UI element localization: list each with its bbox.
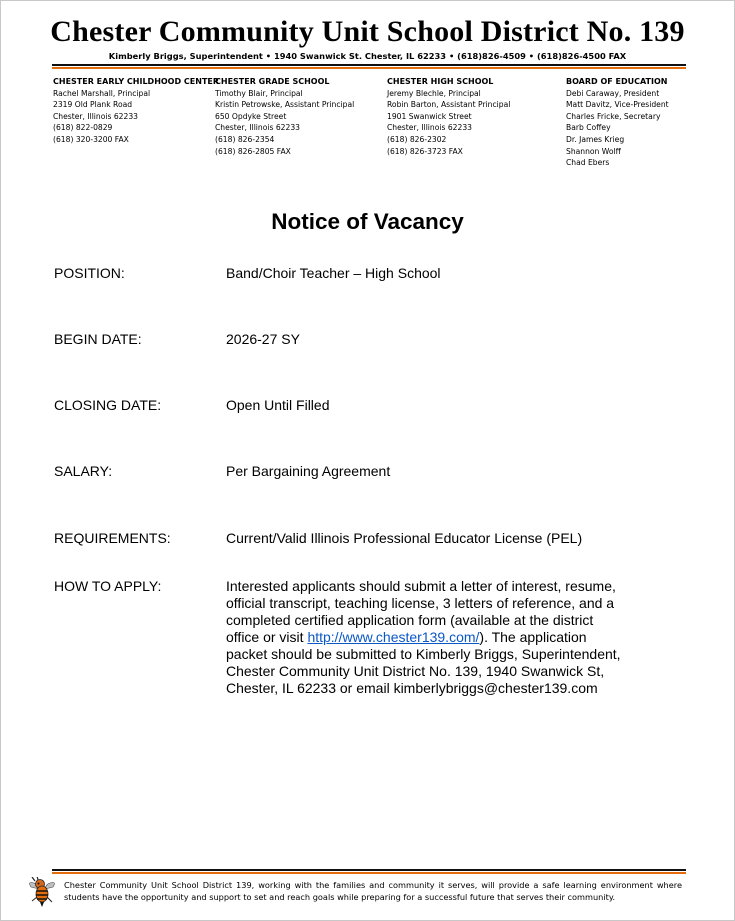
begin-date-value: 2026-27 SY <box>226 331 300 347</box>
apply-line: Chester Community Unit District No. 139, 1940 Swanwick St, <box>226 663 605 679</box>
apply-line-with-link <box>226 629 646 646</box>
position-value: Band/Choir Teacher – High School <box>226 265 441 281</box>
begin-date-label: BEGIN DATE: <box>54 331 142 347</box>
school-line: Jeremy Blechle, Principal <box>387 88 481 98</box>
position-label: POSITION: <box>54 265 125 281</box>
school-line: Chester, Illinois 62233 <box>387 123 473 133</box>
school-line: 1901 Swanwick Street <box>387 111 472 121</box>
school-name: CHESTER EARLY CHILDHOOD CENTER <box>53 77 220 86</box>
how-to-apply-label: HOW TO APPLY: <box>54 578 162 594</box>
school-name: CHESTER GRADE SCHOOL <box>215 77 330 86</box>
board-member: Chad Ebers <box>566 158 610 168</box>
apply-line: completed certified application form (available at the district <box>226 612 594 628</box>
school-column-high-school <box>387 76 510 157</box>
header-rule-orange <box>52 67 686 69</box>
notice-title: Notice of Vacancy <box>271 209 464 234</box>
apply-line: packet should be submitted to Kimberly Briggs, Superintendent, <box>226 646 621 662</box>
school-line: (618) 320-3200 FAX <box>53 134 129 144</box>
school-line: (618) 822-0829 <box>53 123 113 133</box>
requirements-label: REQUIREMENTS: <box>54 530 171 546</box>
board-member: Debi Caraway, President <box>566 88 660 98</box>
school-line: (618) 826-3723 FAX <box>387 146 463 156</box>
school-line: Timothy Blair, Principal <box>215 88 303 98</box>
school-column-grade-school <box>215 76 354 157</box>
school-name: CHESTER HIGH SCHOOL <box>387 77 494 86</box>
board-of-education-column <box>566 76 669 169</box>
salary-label: SALARY: <box>54 463 113 479</box>
district-title: Chester Community Unit School District No. 139 <box>50 15 685 48</box>
district-website-link[interactable]: http://www.chester139.com/ <box>307 629 480 645</box>
footer-rule-orange <box>52 872 686 874</box>
school-line: 2319 Old Plank Road <box>53 100 133 110</box>
salary-value: Per Bargaining Agreement <box>226 463 391 479</box>
board-member: Matt Davitz, Vice-President <box>566 100 669 110</box>
closing-date-label: CLOSING DATE: <box>54 397 162 413</box>
board-member: Dr. James Krieg <box>566 134 625 144</box>
requirements-value: Current/Valid Illinois Professional Educator License (PEL) <box>226 530 583 546</box>
apply-line-suffix: ). The application <box>479 629 587 645</box>
school-line: Robin Barton, Assistant Principal <box>387 100 511 110</box>
board-heading: BOARD OF EDUCATION <box>566 77 668 86</box>
footer-rule-black <box>52 869 686 871</box>
hornet-mascot-icon <box>29 877 55 907</box>
school-line: Chester, Illinois 62233 <box>53 111 139 121</box>
school-line: Chester, Illinois 62233 <box>215 123 301 133</box>
apply-line: Interested applicants should submit a letter of interest, resume, <box>226 578 616 594</box>
school-line: 650 Opdyke Street <box>215 111 287 121</box>
board-member: Charles Fricke, Secretary <box>566 111 661 121</box>
board-member: Shannon Wolff <box>566 146 621 156</box>
school-column-early-childhood <box>53 76 219 146</box>
apply-line: Chester, IL 62233 or email kimberlybriggs@chester139.com <box>226 680 598 696</box>
board-member: Barb Coffey <box>566 123 611 133</box>
school-line: (618) 826-2354 <box>215 134 275 144</box>
apply-line: official transcript, teaching license, 3 letters of reference, and a <box>226 595 615 611</box>
header-rule-black <box>52 64 686 66</box>
how-to-apply-text <box>226 578 646 697</box>
school-line: (618) 826-2302 <box>387 134 447 144</box>
school-line: Rachel Marshall, Principal <box>53 88 151 98</box>
closing-date-value: Open Until Filled <box>226 397 330 413</box>
school-line: Kristin Petrowske, Assistant Principal <box>215 100 355 110</box>
superintendent-contact-line: Kimberly Briggs, Superintendent • 1940 Swanwick St. Chester, IL 62233 • (618)826-4509 • (618)826-4500 FAX <box>108 51 627 61</box>
apply-line-prefix: office or visit <box>226 629 308 645</box>
school-line: (618) 826-2805 FAX <box>215 146 291 156</box>
mission-statement: Chester Community Unit School District 139, working with the families and community it serves, will provide a safe learning environment where students have the opportunity and support to set and reach goals while preparing for a successful future that serves their community. <box>64 880 682 902</box>
